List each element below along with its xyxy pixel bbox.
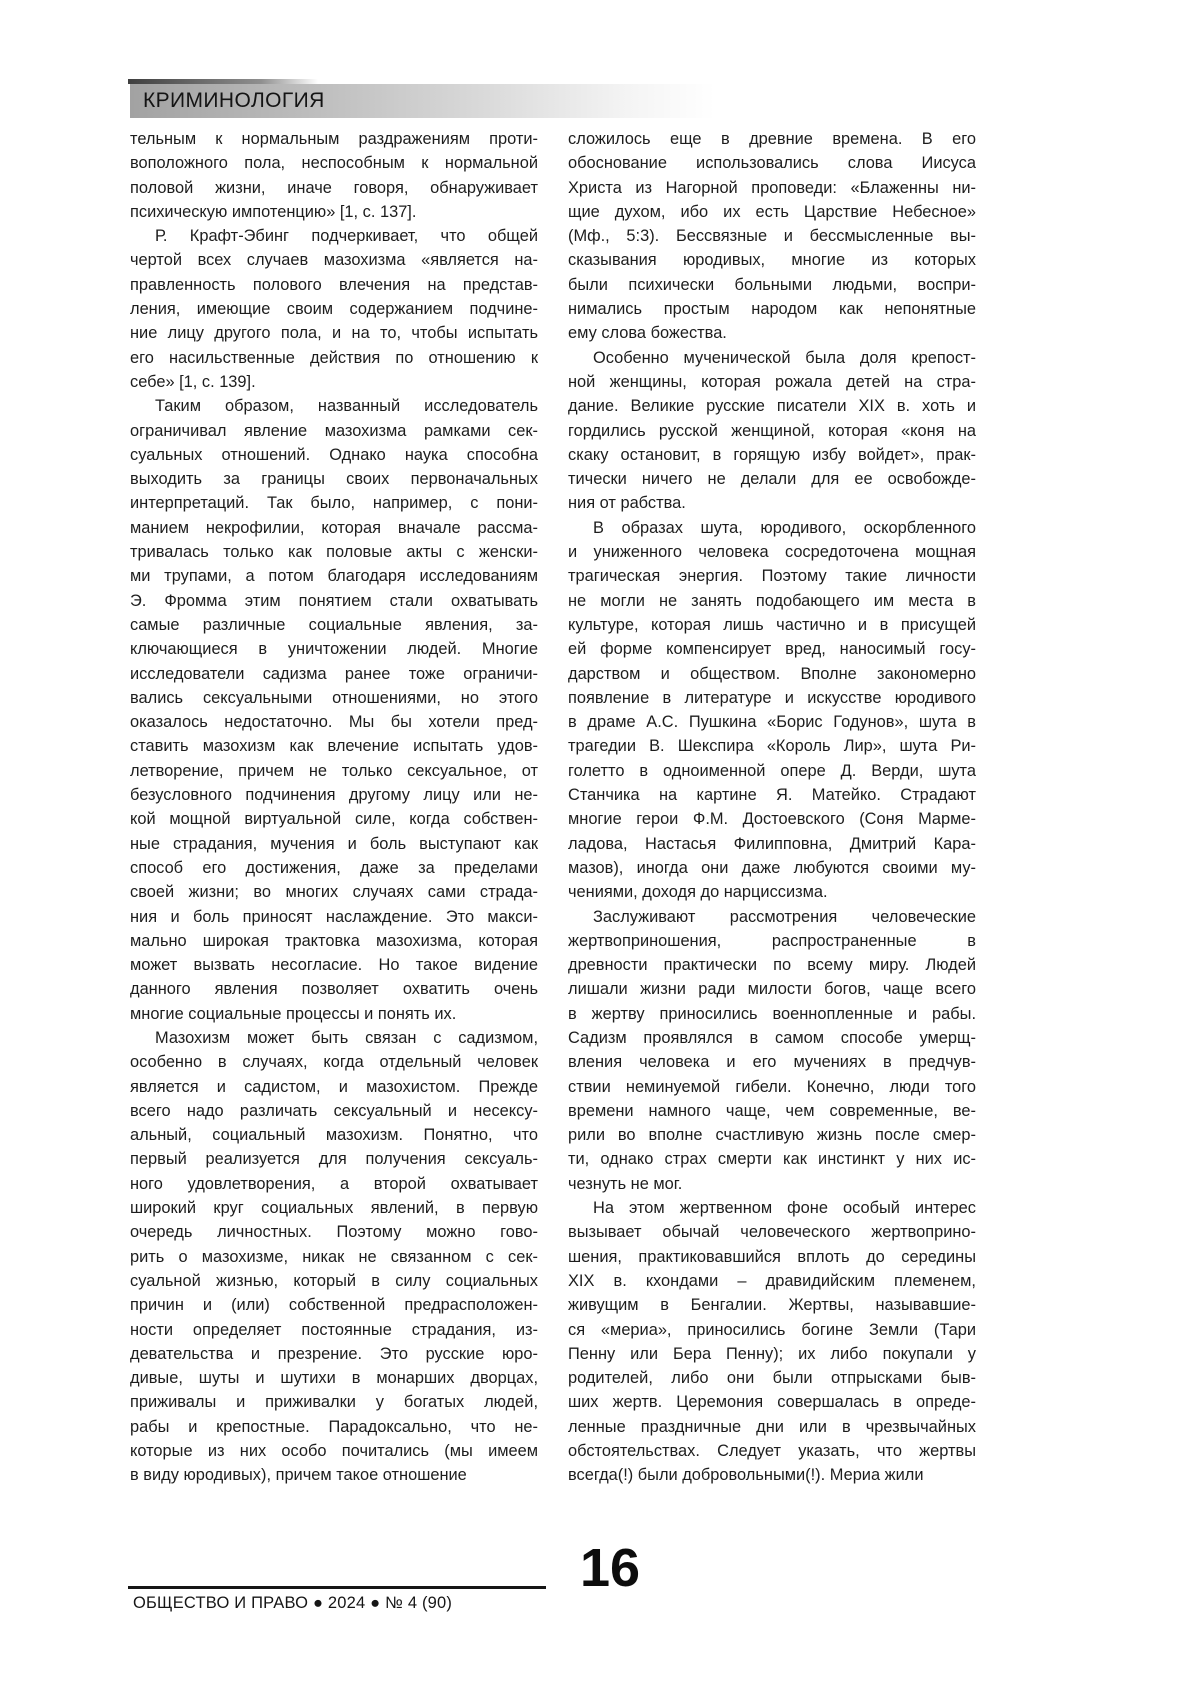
text-line: культуре, которая лишь частично и в присущей: [568, 615, 976, 634]
text-line: времени намного чаще, чем современные, ве-: [568, 1101, 976, 1120]
text-line: ставить мазохизм как влечение испытать удов-: [130, 737, 538, 756]
paragraph: [130, 224, 538, 394]
text-column-left: [130, 127, 538, 1488]
text-line: приживалы и приживалки у богатых людей,: [130, 1393, 538, 1412]
text-line: Э. Фромма этим понятием стали охватывать: [130, 591, 538, 610]
text-line: появление в литературе и искусстве юродивого: [568, 688, 976, 707]
text-line: безусловного подчинения другому лицу или не-: [130, 786, 538, 805]
text-line: вызывает обычай человеческого жертвоприно-: [568, 1223, 976, 1242]
text-line: рабы и крепостные. Парадоксально, что не-: [130, 1417, 538, 1436]
text-line: воположного пола, неспособным к нормальной: [130, 154, 538, 173]
text-line: тривалась только как половые акты с женски-: [130, 543, 538, 562]
text-line: скаку остановит, в горящую избу войдет», прак-: [568, 445, 976, 464]
text-line: сказывания юродивых, многие из которых: [568, 251, 976, 270]
text-line: ности определяет постоянные страдания, из-: [130, 1320, 538, 1339]
text-line: ного удовлетворения, а второй охватывает: [130, 1174, 538, 1193]
text-line: вления человека и его мучениях в предчув-: [568, 1053, 976, 1072]
text-line: многие социальные процессы и понять их.: [130, 1004, 457, 1023]
text-column-right: [568, 127, 976, 1488]
text-line: ния от рабства.: [568, 494, 686, 513]
text-line: ния и боль приносят наслаждение. Это макси-: [130, 907, 538, 926]
text-line: причин и (или) собственной предрасположен-: [130, 1296, 538, 1315]
text-line: Заслуживают рассмотрения человеческие: [593, 907, 976, 926]
text-line: альный, социальный мазохизм. Понятно, что: [130, 1126, 538, 1145]
text-line: Садизм проявлялся в самом способе умерщ-: [568, 1028, 976, 1047]
text-line: рили во вполне счастливую жизнь после смер-: [568, 1126, 976, 1145]
text-line: психическую импотенцию» [1, с. 137].: [130, 202, 417, 221]
text-line: рить о мазохизме, никак не связанном с сек-: [130, 1247, 538, 1266]
text-line: Пенну или Бера Пенну); их либо покупали у: [568, 1344, 976, 1363]
paragraph: [568, 127, 976, 346]
paragraph: [568, 516, 976, 905]
paragraph: [130, 394, 538, 1026]
text-line: были психически больными людьми, воспри-: [568, 275, 976, 294]
paragraph: [568, 1196, 976, 1488]
text-line: интерпретаций. Так было, например, с пони-: [130, 494, 538, 513]
text-line: ему слова божества.: [568, 324, 727, 343]
text-line: ной женщины, которая рожала детей на стра-: [568, 372, 976, 391]
text-line: мазов), иногда они даже любуются своими му-: [568, 858, 976, 877]
footer-journal-info: ОБЩЕСТВО И ПРАВО ● 2024 ● № 4 (90): [133, 1594, 453, 1612]
text-line: чениями, доходя до нарциссизма.: [568, 883, 828, 902]
text-line: и униженного человека сосредоточена мощная: [568, 543, 976, 562]
text-line: кой мощной виртуальной силе, когда собствен-: [130, 810, 538, 829]
text-line: ти, однако страх смерти как инстинкт у них ис-: [568, 1150, 976, 1169]
text-line: Мазохизм может быть связан с садизмом,: [155, 1028, 538, 1047]
footer-rule: [128, 1586, 546, 1589]
text-line: тически ничего не делали для ее освобожде-: [568, 470, 976, 489]
text-line: обстоятельствах. Следует указать, что жертвы: [568, 1442, 976, 1461]
text-line: дание. Великие русские писатели XIX в. хоть и: [568, 397, 976, 416]
text-line: ся «мериа», приносились богине Земли (Тари: [568, 1320, 976, 1339]
text-line: ные страдания, мучения и боль выступают как: [130, 834, 538, 853]
page-number: 16: [580, 1538, 641, 1598]
text-line: является и садистом, и мазохистом. Прежде: [130, 1077, 538, 1096]
text-line: особенно в случаях, когда отдельный человек: [130, 1053, 538, 1072]
text-line: суальных отношений. Однако наука способна: [130, 445, 538, 464]
text-line: голетто в одноименной опере Д. Верди, шута: [568, 761, 976, 780]
text-line: первый реализуется для получения сексуаль-: [130, 1150, 538, 1169]
text-line: обоснование использовались слова Иисуса: [568, 154, 976, 173]
text-line: дарством и обществом. Вполне закономерно: [568, 664, 976, 683]
text-line: может вызвать несогласие. Но такое видение: [130, 956, 538, 975]
text-line: Станчика на картине Я. Матейко. Страдают: [568, 786, 976, 805]
paragraph: [130, 127, 538, 224]
text-line: широкий круг социальных явлений, в первую: [130, 1199, 538, 1218]
text-line: Р. Крафт-Эбинг подчеркивает, что общей: [155, 227, 538, 246]
text-line: трагедии В. Шекспира «Король Лир», шута Ри-: [568, 737, 976, 756]
text-line: Особенно мученической была доля крепост-: [593, 348, 976, 367]
text-line: ние лицу другого пола, и на то, чтобы испытать: [130, 324, 538, 343]
text-line: Христа из Нагорной проповеди: «Блаженны ни-: [568, 178, 976, 197]
text-line: оказалось недостаточно. Мы бы хотели пред-: [130, 713, 538, 732]
text-line: нимались простым народом как непонятные: [568, 300, 976, 319]
text-line: XIX в. кхондами – дравидийским племенем,: [568, 1271, 976, 1290]
section-header-band: [130, 84, 715, 118]
text-line: чезнуть не мог.: [568, 1174, 683, 1193]
text-line: его насильственные действия по отношению к: [130, 348, 538, 367]
text-line: На этом жертвенном фоне особый интерес: [593, 1199, 976, 1218]
text-line: вались сексуальными отношениями, но этого: [130, 688, 538, 707]
text-line: в жертву приносились военнопленные и рабы.: [568, 1004, 976, 1023]
text-line: многие герои Ф.М. Достоевского (Соня Марме-: [568, 810, 976, 829]
text-line: исследователи садизма ранее тоже ограничи-: [130, 664, 538, 683]
text-line: чертой всех случаев мазохизма «является на-: [130, 251, 538, 270]
text-line: девательства и презрение. Это русские юро-: [130, 1344, 538, 1363]
text-line: в виду юродивых), причем такое отношение: [130, 1466, 467, 1485]
paragraph: [130, 1026, 538, 1488]
text-line: ей форме компенсирует вред, наносимый госу-: [568, 640, 976, 659]
text-line: всегда(!) были добровольными(!). Мериа жили: [568, 1466, 924, 1485]
text-line: манием некрофилии, которая вначале рассма-: [130, 518, 538, 537]
paragraph: [568, 346, 976, 516]
text-line: в драме А.С. Пушкина «Борис Годунов», шута в: [568, 713, 976, 732]
text-line: способ его достижения, даже за пределами: [130, 858, 538, 877]
text-line: очередь личностных. Поэтому можно гово-: [130, 1223, 538, 1242]
text-line: мально широкая трактовка мазохизма, которая: [130, 931, 538, 950]
text-line: не могли не занять подобающего им места в: [568, 591, 976, 610]
text-line: половой жизни, иначе говоря, обнаруживает: [130, 178, 538, 197]
text-line: ших жертв. Церемония совершалась в опреде-: [568, 1393, 976, 1412]
text-line: тельным к нормальным раздражениям проти-: [130, 130, 538, 148]
text-line: выходить за границы своих первоначальных: [130, 470, 538, 489]
text-line: родителей, либо они были отпрысками быв-: [568, 1369, 976, 1388]
text-line: В образах шута, юродивого, оскорбленного: [593, 518, 976, 537]
text-line: летворение, причем не только сексуальное, от: [130, 761, 538, 780]
text-line: щие духом, ибо их есть Царствие Небесное»: [568, 202, 976, 221]
text-line: лишали жизни ради милости богов, чаще всего: [568, 980, 976, 999]
text-line: ладова, Настасья Филипповна, Дмитрий Кара-: [568, 834, 976, 853]
paragraph: [568, 905, 976, 1197]
text-line: которые из них особо почитались (мы имеем: [130, 1442, 538, 1461]
text-line: (Мф., 5:3). Бессвязные и бессмысленные вы-: [568, 227, 976, 246]
text-line: гордились русской женщиной, которая «коня на: [568, 421, 976, 440]
text-line: трагическая энергия. Поэтому такие личности: [568, 567, 976, 586]
text-line: своей жизни; во многих случаях сами страда-: [130, 883, 538, 902]
text-line: жертвоприношения, распространенные в: [568, 931, 976, 950]
text-line: дивые, шуты и шутихи в монарших дворцах,: [130, 1369, 538, 1388]
text-line: суальной жизнью, который в силу социальных: [130, 1271, 538, 1290]
text-line: ленные праздничные дни или в чрезвычайных: [568, 1417, 976, 1436]
text-line: шения, практиковавшийся вплоть до середины: [568, 1247, 976, 1266]
text-line: сложилось еще в древние времена. В его: [568, 130, 976, 148]
text-line: ограничивал явление мазохизма рамками сек-: [130, 421, 538, 440]
text-line: ми трупами, а потом благодаря исследованиям: [130, 567, 538, 586]
text-line: ления, имеющие своим содержанием подчине-: [130, 300, 538, 319]
text-line: ствии неминуемой гибели. Конечно, люди того: [568, 1077, 976, 1096]
text-line: себе» [1, с. 139].: [130, 372, 256, 391]
text-line: самые различные социальные явления, за-: [130, 615, 538, 634]
text-line: живущим в Бенгалии. Жертвы, называвшие-: [568, 1296, 976, 1315]
text-line: правленность полового влечения на представ-: [130, 275, 538, 294]
text-line: всего надо различать сексуальный и несексу-: [130, 1101, 538, 1120]
text-line: древности практически по всему миру. Людей: [568, 956, 976, 975]
text-line: данного явления позволяет охватить очень: [130, 980, 538, 999]
text-line: Таким образом, названный исследователь: [155, 397, 538, 416]
text-line: ключающиеся в уничтожении людей. Многие: [130, 640, 538, 659]
section-label: КРИМИНОЛОГИЯ: [143, 89, 325, 112]
